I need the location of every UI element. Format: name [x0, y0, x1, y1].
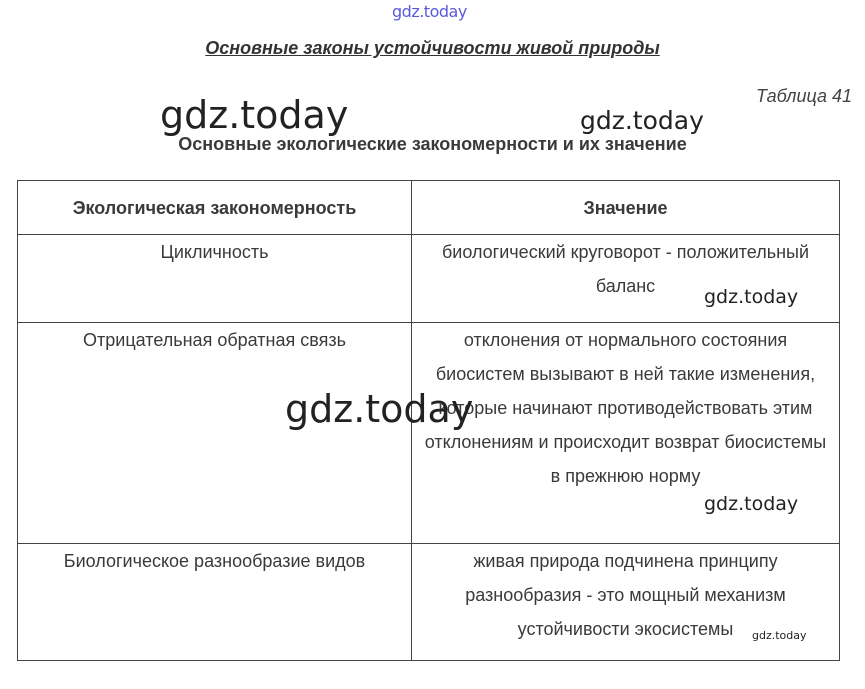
table-row	[18, 235, 840, 323]
watermark: gdz.today	[160, 93, 349, 137]
cell-meaning: отклонения от нормального состояния биосистем вызывают в ней такие изменения, которые начинают противодействовать этим отклонениям и происходит возврат биосистемы в прежнюю норму	[412, 323, 840, 544]
cell-law: Цикличность	[18, 235, 412, 323]
cell-law: Биологическое разнообразие видов	[18, 544, 412, 661]
watermark: gdz.today	[752, 629, 807, 642]
table-title: Основные экологические закономерности и их значение	[178, 134, 687, 154]
watermark-top: gdz.today	[392, 2, 467, 21]
watermark: gdz.today	[704, 286, 799, 308]
watermark: gdz.today	[580, 106, 704, 135]
table-number: Таблица 41	[755, 86, 852, 106]
page-title: Основные законы устойчивости живой природы	[205, 38, 660, 58]
header-law: Экологическая закономерность	[18, 181, 412, 235]
table-row	[18, 544, 840, 661]
watermark: gdz.today	[704, 493, 799, 515]
cell-meaning: биологический круговорот - положительный баланс	[412, 235, 840, 323]
table-header-row	[18, 181, 840, 235]
header-meaning: Значение	[412, 181, 840, 235]
cell-meaning: живая природа подчинена принципу разнообразия - это мощный механизм устойчивости экосистемы	[412, 544, 840, 661]
watermark: gdz.today	[285, 387, 474, 431]
cell-law: Отрицательная обратная связь	[18, 323, 412, 544]
